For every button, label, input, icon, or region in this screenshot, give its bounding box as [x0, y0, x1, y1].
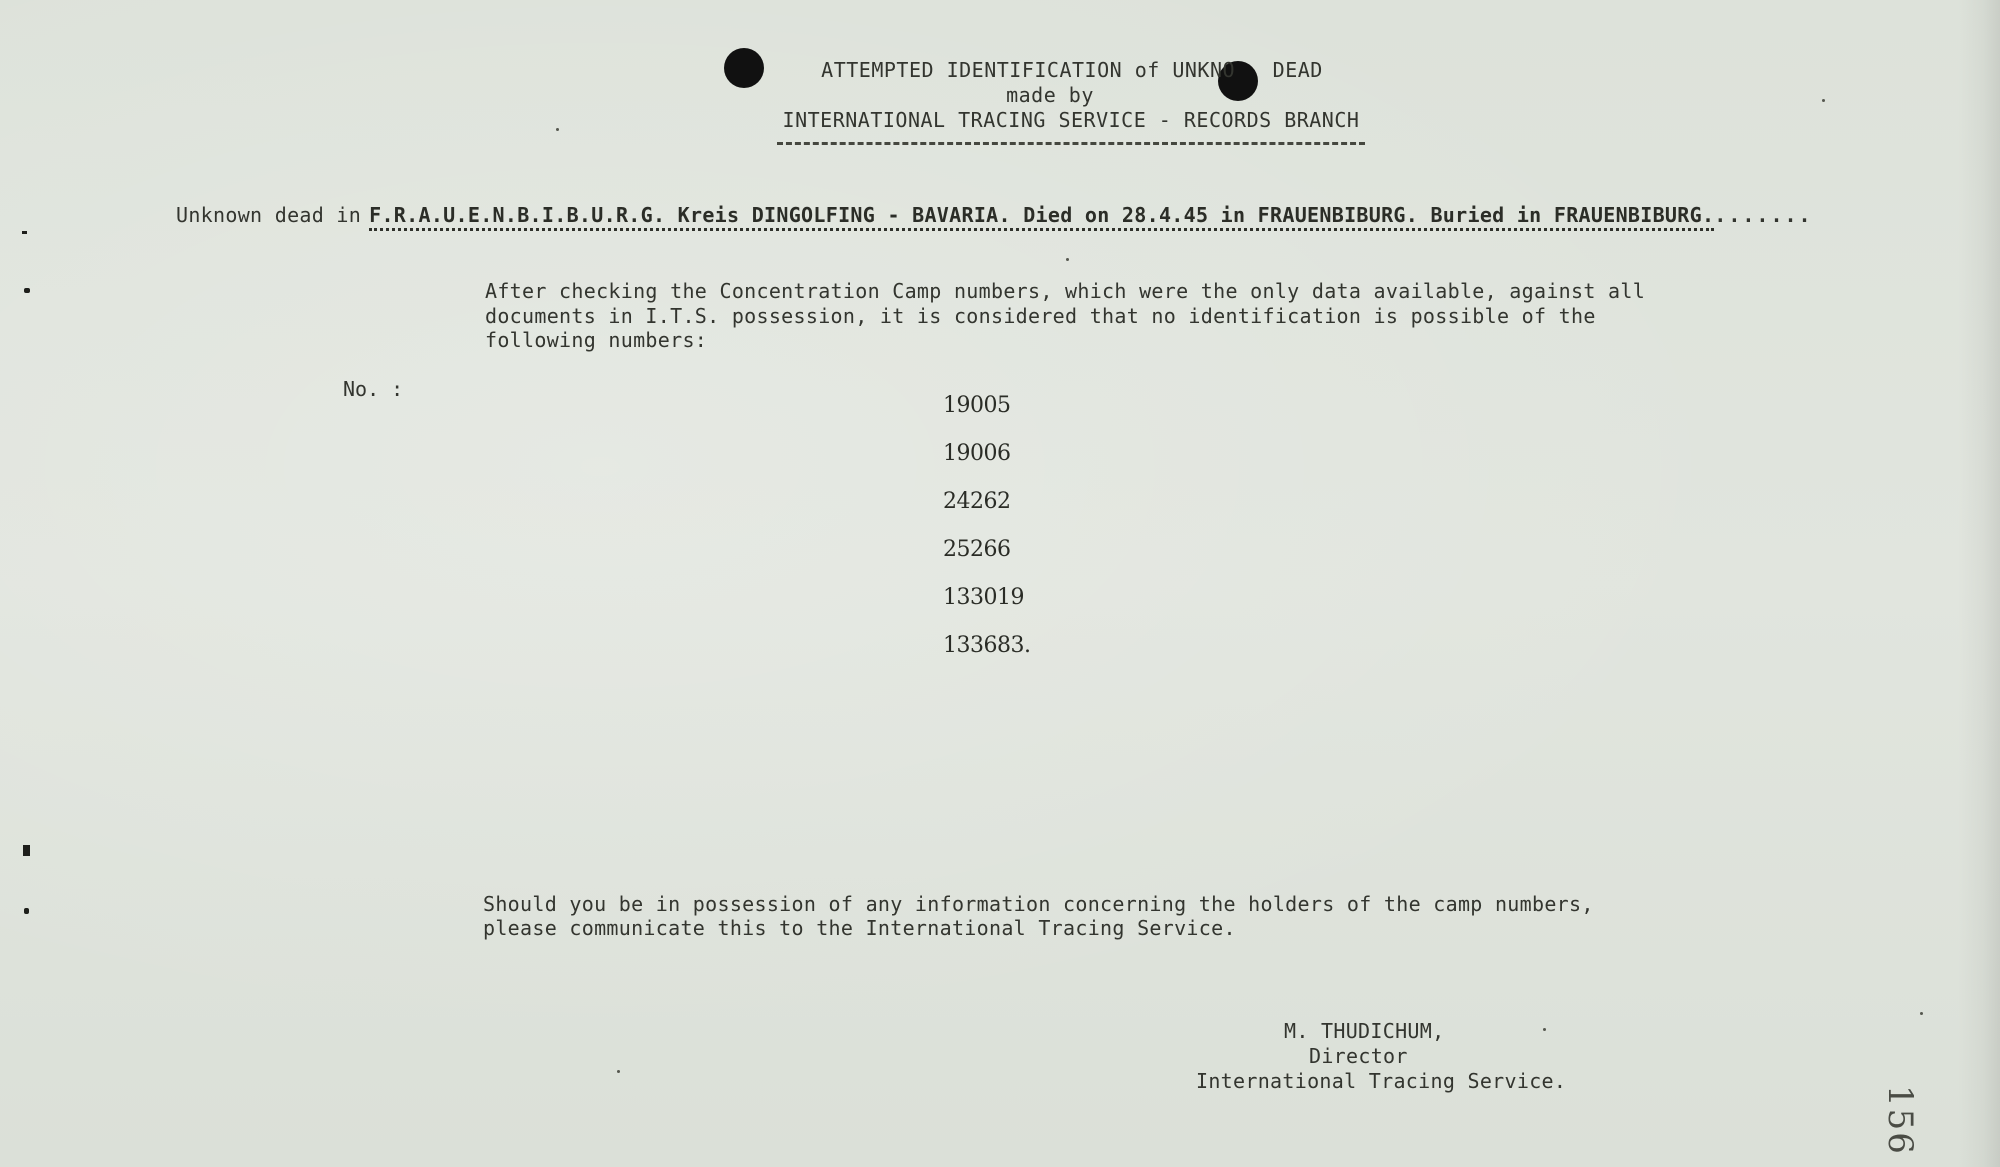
margin-mark — [23, 845, 30, 856]
signatory-title: Director — [1309, 1044, 1408, 1068]
camp-number: 133683. — [943, 633, 1031, 658]
camp-number: 133019 — [943, 585, 1024, 610]
paper-speck — [1066, 258, 1069, 261]
page-edge-shadow — [1958, 0, 2000, 1167]
margin-mark — [22, 231, 27, 234]
signatory-organization: International Tracing Service. — [1196, 1069, 1567, 1093]
paper-speck — [556, 128, 559, 131]
margin-mark — [24, 288, 30, 293]
signatory-name: M. THUDICHUM, — [1284, 1019, 1445, 1043]
camp-number: 19006 — [943, 441, 1011, 466]
paper-speck — [1543, 1028, 1546, 1031]
paper-speck — [1920, 1012, 1923, 1015]
margin-mark — [24, 908, 29, 914]
unknown-dead-trail: ....... — [1714, 203, 1813, 227]
camp-number: 24262 — [943, 489, 1011, 514]
unknown-dead-line — [176, 203, 1813, 227]
unknown-dead-location: F.R.A.U.E.N.B.I.B.U.R.G. Kreis DINGOLFING - BAVARIA. Died on 28.4.45 in FRAUENBIBURG. Buried in FRAUENBIBURG. — [369, 203, 1714, 231]
camp-number-list — [943, 392, 1030, 680]
header-made-by: made by — [1006, 83, 1094, 107]
paper-speck — [1822, 99, 1825, 102]
paragraph-1-line-1: After checking the Concentration Camp numbers, which were the only data available, against all — [485, 279, 1646, 303]
camp-number: 25266 — [943, 537, 1011, 562]
header-organization: INTERNATIONAL TRACING SERVICE - RECORDS BRANCH — [782, 108, 1360, 132]
paragraph-2-line-1: Should you be in possession of any information concerning the holders of the camp numbers, — [483, 892, 1594, 916]
camp-number: 19005 — [943, 393, 1011, 418]
paragraph-1-line-3: following numbers: — [485, 328, 708, 352]
paper-speck — [617, 1070, 620, 1073]
header-title: ATTEMPTED IDENTIFICATION of UNKNO DEAD — [821, 58, 1323, 82]
header-underline — [777, 142, 1365, 145]
unknown-dead-label: Unknown dead in — [176, 203, 362, 227]
paragraph-2-line-2: please communicate this to the International Tracing Service. — [483, 916, 1236, 940]
paragraph-1-line-2: documents in I.T.S. possession, it is considered that no identification is possible of the — [485, 304, 1596, 328]
number-label: No. : — [343, 377, 404, 401]
page-number-stamp: 156 — [1880, 1085, 1920, 1156]
